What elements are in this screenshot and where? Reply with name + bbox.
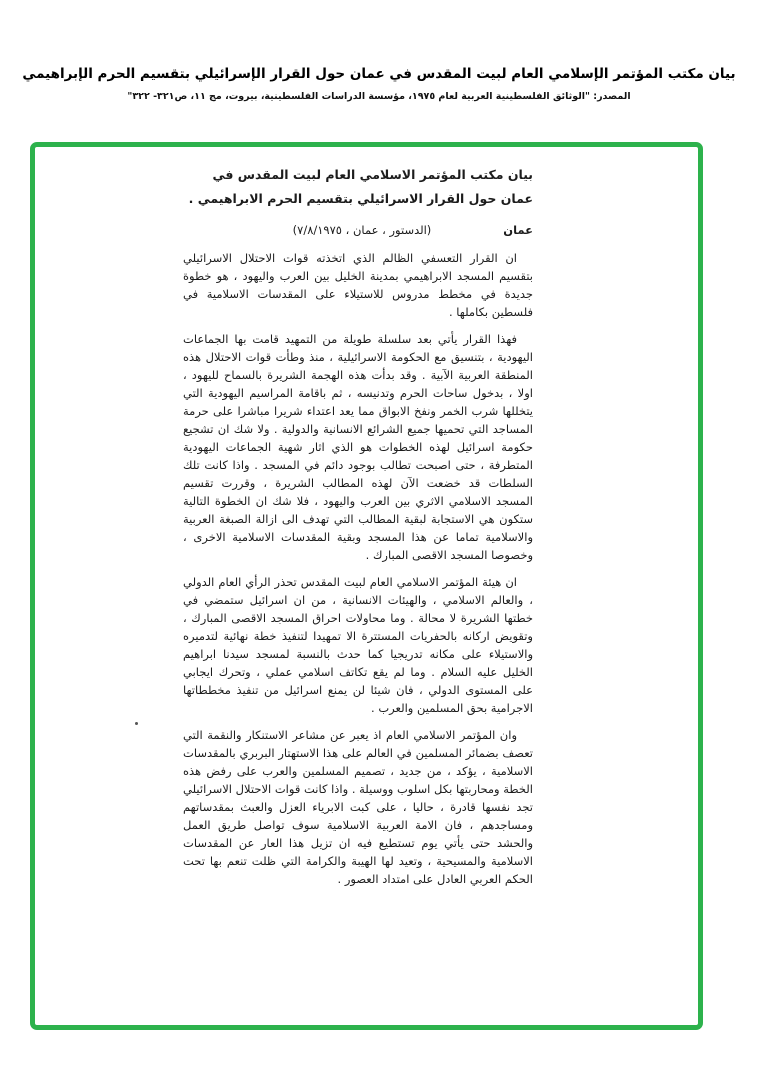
paragraph-1: ان القرار التعسفي الظالم الذي اتخذته قوات الاحتلال الاسرائيلي بتقسيم المسجد الابراهيمي بمدينة الخليل بين العرب واليهود ، هو خطوة جديدة في مخطط مدروس للاستيلاء على المقدسات الاسلامية في فلسطين بكاملها . <box>183 250 533 319</box>
document-scan <box>183 163 533 897</box>
page-source-citation: المصدر: "الوثائق الفلسطينية العربية لعام ١٩٧٥، مؤسسة الدراسات الفلسطينية، بيروت، مج ١١، ص٣٢١- ٣٢٢" <box>127 91 631 102</box>
page-header <box>0 66 758 102</box>
document-body <box>183 249 533 888</box>
dateline-place: عمان <box>503 222 533 237</box>
scan-artifact-speck <box>135 722 138 725</box>
document-heading: بيان مكتب المؤتمر الاسلامي العام لبيت المقدس في عمان حول القرار الاسرائيلي بتقسيم الحرم الابراهيمي . <box>188 167 533 206</box>
page-title: بيان مكتب المؤتمر الإسلامي العام لبيت المقدس في عمان حول القرار الإسرائيلي بتقسيم الحرم الإبراهيمي <box>22 66 736 82</box>
document-frame <box>30 142 703 1030</box>
paragraph-2: فهذا القرار يأتي بعد سلسلة طويلة من التمهيد قامت بها الجماعات اليهودية ، بتنسيق مع الحكومة الاسرائيلية ، منذ وطأت قوات الاحتلال هذه المنطقة العربية الآبية . وقد بدأت هذه الهجمة الشريرة بالسماح لليهود ، اولا ، بدخول ساحات الحرم وتدنيسه ، ثم باقامة المراسيم اليهودية التي يتخللها شرب الخمر ونفخ الابواق مما يعد اعتداء شريرا مباشرا على حرمة المساجد التي تحميها جميع الشرائع الانسانية والدولية . ولا شك ان تشجيع حكومة اسرائيل لهذه الخطوات هو الذي اثار شهية الجماعات اليهودية المتطرفة ، حتى اصبحت تطالب بوجود دائم في المسجد . واذا كانت تلك السلطات قد خضعت الآن لهذه المطالب الشريرة ، وقررت تقسيم المسجد الاسلامي الاثري بين العرب واليهود ، فلا شك ان الخطوة التالية ستكون هي الاستجابة لبقية المطالب التي تهدف الى ازالة الصبغة العربية والاسلامية تماما عن هذا المسجد وبقية المقدسات الاسلامية الاخرى ، وخصوصا المسجد الاقصى المبارك . <box>183 331 533 562</box>
dateline-source: (الدستور ، عمان ، ٧/٨/١٩٧٥) <box>292 222 432 237</box>
paragraph-3: ان هيئة المؤتمر الاسلامي العام لبيت المقدس تحذر الرأي العام الدولي ، والعالم الاسلامي ، والهيئات الانسانية ، من ان اسرائيل ستمضي في خطتها الشريرة لا محالة . وما محاولات احراق المسجد الاقصى المبارك ، وتقويض اركانه بالحفريات المستترة الا تمهيدا لتنفيذ خطة نهائية لتدميره والاستيلاء على مكانه تدريجيا كما حدث بالنسبة لمسجد سيدنا ابراهيم الخليل عليه السلام . وما لم يقع تكاتف اسلامي عملي ، وتحرك ايجابي على المستوى الدولي ، فان شيئا لن يمنع اسرائيل من تنفيذ مخططاتها الاجرامية بحق المسلمين والعرب . <box>183 574 533 715</box>
paragraph-4: وان المؤتمر الاسلامي العام اذ يعبر عن مشاعر الاستنكار والنقمة التي تعصف بضمائر المسلمين في العالم على هذا الاستهتار البربري بالمقدسات الاسلامية ، يؤكد ، من جديد ، تصميم المسلمين والعرب على رفض هذه الخطة ومحاربتها بكل اسلوب ووسيلة . واذا كانت قوات الاحتلال الاسرائيلي تجد نفسها قادرة ، حاليا ، على كبت الابرياء العزل والعبث بمقدساتهم ومساجدهم ، فان الامة العربية الاسلامية سوف تواصل طريق العمل والحشد حتى يأتي يوم تستطيع فيه ان تزيل هذا العار عن المقدسات الاسلامية والمسيحية ، وتعيد لها الهيبة والكرامة التي ظلت تنعم بها تحت الحكم العربي العادل على امتداد العصور . <box>183 727 533 886</box>
dateline <box>183 223 533 237</box>
